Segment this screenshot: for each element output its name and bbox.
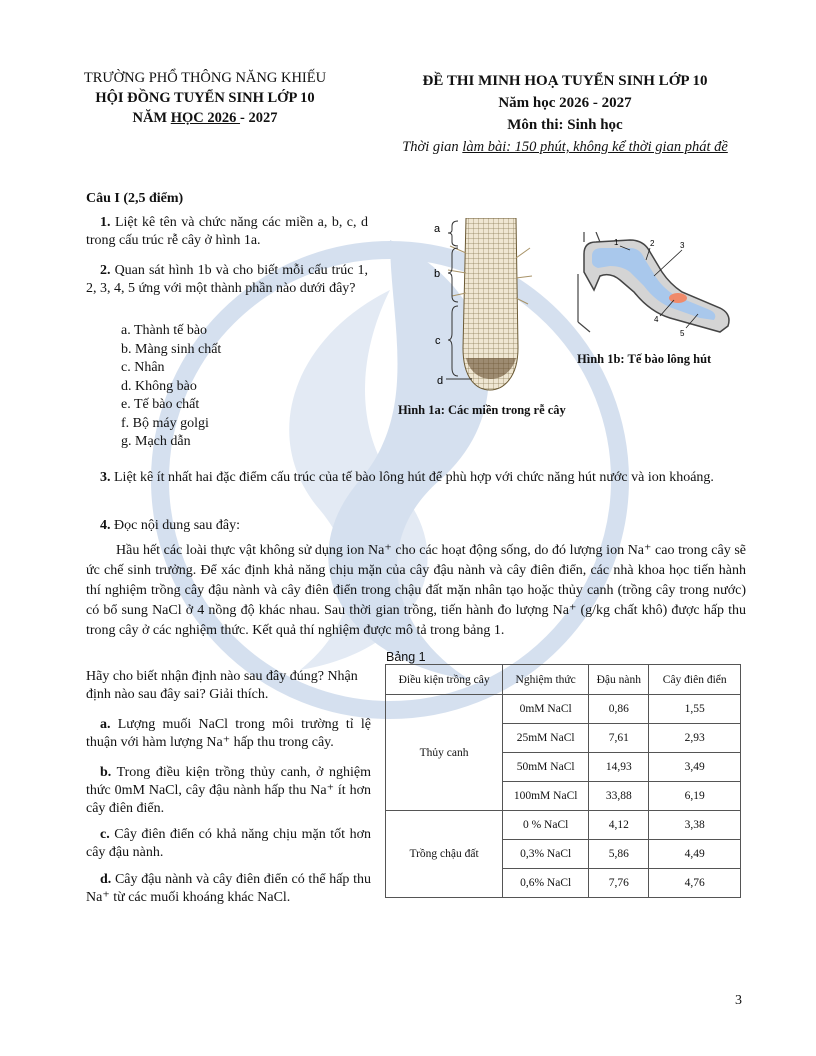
table-cell: 25mM NaCl xyxy=(503,724,589,753)
item-1-text: Liệt kê tên và chức năng các miền a, b, c, d trong cấu trúc rễ cây ở hình 1a. xyxy=(86,215,368,248)
page-number: 3 xyxy=(735,993,742,1008)
item-1-number: 1. xyxy=(100,215,111,230)
table-header-row xyxy=(386,665,741,695)
label-c: c xyxy=(435,335,441,347)
table-cell: 0mM NaCl xyxy=(503,695,589,724)
item-4-number: 4. xyxy=(100,518,111,533)
table-cell: 0,86 xyxy=(589,695,649,724)
year-part: NĂM xyxy=(132,110,171,126)
exam-title: ĐỀ THI MINH HOẠ TUYỂN SINH LỚP 10 xyxy=(422,73,708,89)
table-cell: 14,93 xyxy=(589,753,649,782)
root-figure xyxy=(428,218,538,393)
table-title: Bảng 1 xyxy=(386,650,426,664)
caption-1b: Hình 1b: Tế bào lông hút xyxy=(577,352,712,366)
time-part: Thời gian xyxy=(402,139,463,155)
table-cell: 3,49 xyxy=(649,753,741,782)
table-cell: 2,93 xyxy=(649,724,741,753)
table-row xyxy=(386,811,741,840)
statement-a-text: Lượng muối NaCl trong môi trường tỉ lệ thuận với hàm lượng Na⁺ hấp thu trong cây. xyxy=(86,717,371,750)
table-cell: 0,3% NaCl xyxy=(503,840,589,869)
table-cell: 7,76 xyxy=(589,869,649,898)
label-d: d xyxy=(437,375,444,387)
table-cell: 3,38 xyxy=(649,811,741,840)
table-cell: 100mM NaCl xyxy=(503,782,589,811)
statement-d-label: d. xyxy=(100,872,112,887)
time-limit xyxy=(360,136,770,158)
group-cell: Trồng chậu đất xyxy=(386,811,503,898)
item-2 xyxy=(86,262,368,298)
header-cell: Điều kiện trồng cây xyxy=(386,665,503,695)
item-2-number: 2. xyxy=(100,263,111,278)
passage: Hầu hết các loài thực vật không sử dụng ion Na⁺ cho các hoạt động sống, do đó lượng ion Na⁺ cao trong cây sẽ ức chế sinh trưởng. Để xác định khả năng chịu mặn của cây đậu nành và cây điên điển, các nhà khoa học tiến hành thí nghiệm trồng cây đậu nành và cây điên điển trong chậu đất mặn nhân tạo hoặc thủy canh (trồng cây trong nước) có bổ sung NaCl ở 4 nồng độ khác nhau. Sau thời gian trồng, tiến hành đo lượng Na⁺ (g/kg chất khô) được hấp thu trong cây ở các nghiệm thức. Kết quả thí nghiệm được mô tả trong bảng 1. xyxy=(86,543,746,638)
table-row xyxy=(386,695,741,724)
statement-b xyxy=(86,764,371,818)
statement-b-label: b. xyxy=(100,765,112,780)
statement-d xyxy=(86,871,371,907)
table-cell: 6,19 xyxy=(649,782,741,811)
option: c. Nhân xyxy=(121,360,165,375)
year-part-end: - 2027 xyxy=(240,110,278,126)
item-4-text: Đọc nội dung sau đây: xyxy=(110,518,240,533)
item-2-text: Quan sát hình 1b và cho biết mỗi cấu trúc 1, 2, 3, 4, 5 ứng với một thành phần nào dưới đây? xyxy=(86,263,368,296)
header-cell: Nghiệm thức xyxy=(503,665,589,695)
time-part-underlined: làm bài: 150 phút, không kể thời gian phát đề xyxy=(462,139,728,155)
item-1 xyxy=(86,214,368,250)
item-3 xyxy=(86,469,746,487)
table-cell: 1,55 xyxy=(649,695,741,724)
statement-d-text: Cây đậu nành và cây điên điển có thể hấp thu Na⁺ từ các muối khoáng khác NaCl. xyxy=(86,872,371,905)
option: g. Mạch dẫn xyxy=(121,434,191,449)
label-1: 1 xyxy=(614,238,619,247)
label-2: 2 xyxy=(650,239,655,248)
header-cell: Cây điên điển xyxy=(649,665,741,695)
label-a: a xyxy=(434,223,441,235)
options-list xyxy=(121,322,221,452)
table-cell: 0 % NaCl xyxy=(503,811,589,840)
label-5: 5 xyxy=(680,329,685,338)
statement-c-text: Cây điên điển có khả năng chịu mặn tốt hơn cây đậu nành. xyxy=(86,827,371,860)
table-cell: 33,88 xyxy=(589,782,649,811)
option: e. Tế bào chất xyxy=(121,397,200,412)
table-cell: 4,12 xyxy=(589,811,649,840)
header-left xyxy=(60,68,350,128)
item-4 xyxy=(100,517,240,535)
statement-a xyxy=(86,716,371,752)
year-part-underlined: HỌC 2026 xyxy=(170,110,241,126)
statement-c-label: c. xyxy=(100,827,110,842)
data-table xyxy=(385,664,741,898)
subject: Môn thi: Sinh học xyxy=(507,117,623,133)
school-year: Năm học 2026 - 2027 xyxy=(498,95,632,111)
root-hair-cell-figure xyxy=(570,232,740,342)
item-3-text: Liệt kê ít nhất hai đặc điểm cấu trúc của tế bào lông hút để phù hợp với chức năng hút nước và ion khoáng. xyxy=(110,470,714,485)
header-year xyxy=(60,108,350,128)
table-cell: 5,86 xyxy=(589,840,649,869)
caption-1a: Hình 1a: Các miền trong rễ cây xyxy=(398,403,566,417)
option: a. Thành tế bào xyxy=(121,323,208,338)
table-cell: 4,76 xyxy=(649,869,741,898)
item-3-number: 3. xyxy=(100,470,111,485)
school-name: TRƯỜNG PHỔ THÔNG NĂNG KHIẾU xyxy=(83,70,327,86)
label-4: 4 xyxy=(654,315,659,324)
question-title: Câu I (2,5 điểm) xyxy=(86,191,184,206)
table-cell: 4,49 xyxy=(649,840,741,869)
option: d. Không bào xyxy=(121,378,197,394)
table-cell: 7,61 xyxy=(589,724,649,753)
label-b: b xyxy=(434,268,441,280)
group-cell: Thủy canh xyxy=(386,695,503,811)
statement-c xyxy=(86,826,371,862)
table-cell: 50mM NaCl xyxy=(503,753,589,782)
header-cell: Đậu nành xyxy=(589,665,649,695)
table-cell: 0,6% NaCl xyxy=(503,869,589,898)
nucleus xyxy=(669,293,687,303)
statement-b-text: Trong điều kiện trồng thủy canh, ở nghiệm thức 0mM NaCl, cây đậu nành hấp thu Na⁺ ít hơn cây điên điển. xyxy=(86,765,371,816)
option: f. Bộ máy golgi xyxy=(121,415,209,431)
prompt: Hãy cho biết nhận định nào sau đây đúng? Nhận định nào sau đây sai? Giải thích. xyxy=(86,669,358,702)
statement-a-label: a. xyxy=(100,717,111,732)
header-right xyxy=(360,70,770,158)
label-3: 3 xyxy=(680,241,685,250)
council-name: HỘI ĐỒNG TUYỂN SINH LỚP 10 xyxy=(95,90,315,106)
option: b. Màng sinh chất xyxy=(121,341,222,357)
